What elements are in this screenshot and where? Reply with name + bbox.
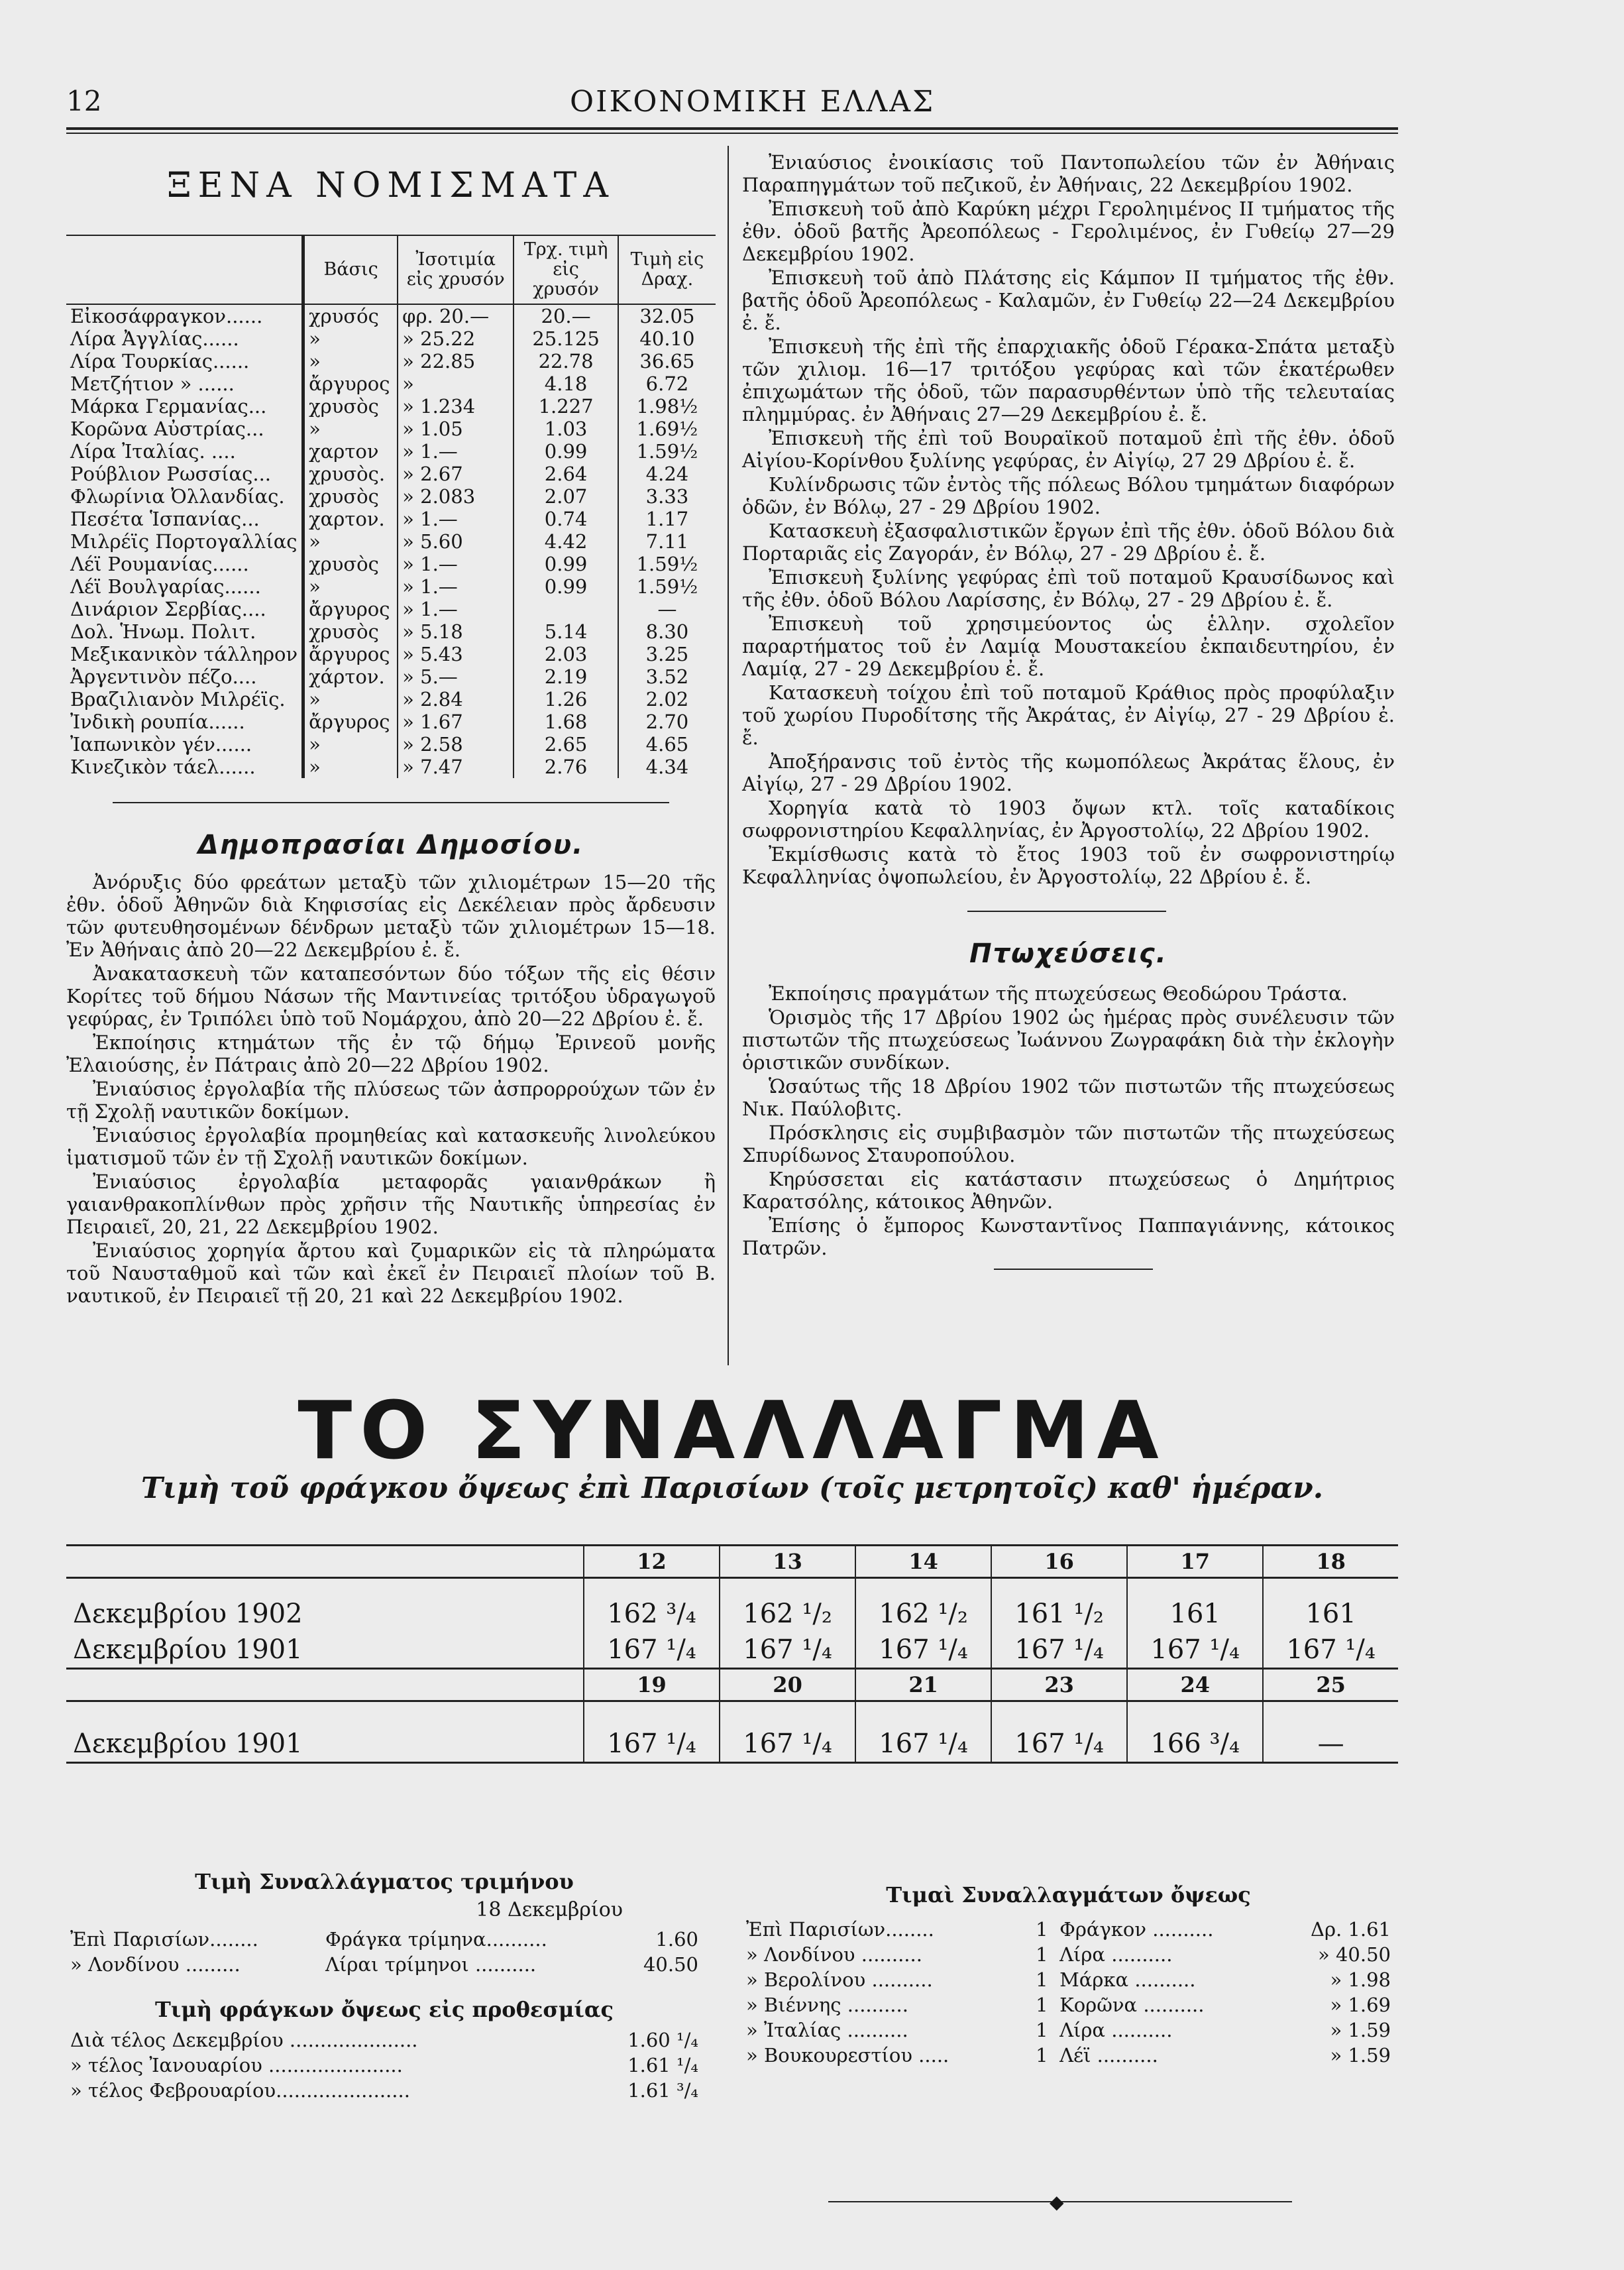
coin-name: Δινάριον Σερβίας.... [66,598,303,620]
coin-gold-price: 2.03 [514,643,618,665]
coin-parity: » 2.083 [398,485,514,508]
coin-row [66,620,716,643]
coin-base: χρυσός [303,304,398,327]
coin-parity: » 1.— [398,508,514,530]
coin-row [66,350,716,372]
coin-drachma: 4.65 [645,733,689,756]
coin-row [66,304,716,327]
bankruptcies-end-rule [994,1269,1153,1270]
exchange-cell: 167 ¹/₄ [855,1632,991,1669]
coin-base: χάρτον. [303,665,398,688]
exchange-row-label: Δεκεμβρίου 1902 [73,1599,303,1629]
sight-place: Ἐπὶ Παρισίων........ [746,1918,934,1941]
sight-value: » 1.69 [1330,1994,1391,2016]
exchange-corner-bottom [66,1669,584,1701]
sight-place: » Βερολίνου .......... [746,1968,933,1991]
exchange-cell: 161 [1263,1578,1398,1632]
coin-parity: » 5.43 [398,643,514,665]
sight-qty: 1 [1036,2044,1048,2067]
coin-drachma: — [657,598,677,620]
coin-row [66,508,716,530]
sight-place: » Ἰταλίας .......... [746,2019,908,2041]
coin-drachma: 40.10 [639,327,695,350]
header-rule-thin [66,133,1398,134]
coin-gold-price: 0.99 [514,575,618,598]
sight-value: » 1.98 [1330,1968,1391,1991]
coin-row [66,418,716,440]
coin-base: χαρτον [303,440,398,463]
coins-header-gold-price: Τρχ. τιμὴ εἰς χρυσόν [514,235,618,304]
coin-drachma: 4.34 [645,756,689,778]
exchange-day-25: 25 [1263,1669,1398,1701]
auctions-right-text [742,151,1395,888]
sight-row [742,2017,1395,2043]
sight-place: » Λονδίνου .......... [746,1943,922,1966]
coin-drachma: 1.17 [645,508,689,530]
sight-row [742,1992,1395,2017]
left-column [66,166,716,1308]
coin-gold-price: 2.76 [514,756,618,778]
three-month-date: 18 Δεκεμβρίου [476,1898,623,1921]
auction-item: Ἀνόρυξις δύο φρεάτων μεταξὺ τῶν χιλιομέτρων 15—20 τῆς ἐθν. ὁδοῦ Ἀθηνῶν διὰ Κηφισσίας εἰς Δεκέλειαν πρὸς ἄρδευσιν τῶν φυτευθησομένων δένδρων μεταξὺ τῶν χιλιομέτρων 15—18. Ἐν Ἀθήναις ἀπὸ 20—22 Δεκεμβρίου ἐ. ἔ. [66,871,716,961]
coin-name: Φλωρίνια Ὀλλανδίας. [66,485,303,508]
coin-parity: » 1.— [398,553,514,575]
coin-parity: » 2.67 [398,463,514,485]
right-column [742,151,1395,1270]
coin-parity: » 1.05 [398,418,514,440]
coin-row [66,440,716,463]
coin-gold-price: 1.68 [514,710,618,733]
coin-parity: » 2.84 [398,688,514,710]
coin-row [66,575,716,598]
auction-item: Ἐπισκευὴ τοῦ χρησιμεύοντος ὡς ἑλλην. σχολεῖον παραρτήματος τοῦ ἐν Λαμίᾳ Μουστακείου ἐκπαιδευτηρίου, ἐν Λαμίᾳ, 27 - 29 Δεκεμβρίου ἐ. ἔ. [742,612,1395,680]
auction-item: Ἐπισκευὴ τοῦ ἀπὸ Πλάτσης εἰς Κάμπον II τμήματος τῆς ἐθν. βατῆς ὁδοῦ Ἀρεοπόλεως - Καλαμῶν, ἐν Γυθείῳ 22—24 Δεκεμβρίου ἐ. ἔ. [742,266,1395,334]
coin-row [66,485,716,508]
bankruptcies-heading: Πτωχεύσεις. [969,938,1167,969]
coin-name: Λίρα Ἰταλίας. .... [66,440,303,463]
coin-parity: » 1.67 [398,710,514,733]
three-month-unit: Λίραι τρίμηνοι .......... [325,1953,537,1976]
auction-item: Ἀποξήρανσις τοῦ ἐντὸς τῆς κωμοπόλεως Ἀκράτας ἕλους, ἐν Αἰγίῳ, 27 - 29 Δβρίου 1902. [742,750,1395,795]
coin-name: Κινεζικὸν τάελ...... [66,756,303,778]
coin-gold-price: 1.26 [514,688,618,710]
auction-item: Ἐκμίσθωσις κατὰ τὸ ἔτος 1903 τοῦ ἐν σωφρονιστηρίῳ Κεφαλληνίας ὀψοπωλείου, ἐν Ἀργοστολίῳ, 22 Δβρίου ἐ. ἔ. [742,843,1395,888]
coin-drachma: 4.24 [645,463,689,485]
coin-row [66,665,716,688]
three-month-unit: Φράγκα τρίμηνα.......... [325,1928,547,1951]
coin-name: Μάρκα Γερμανίας... [66,395,303,418]
exchange-subtitle: Τιμὴ τοῦ φράγκου ὄψεως ἐπὶ Παρισίων (τοῖς μετρητοῖς) καθ' ἡμέραν. [140,1471,1324,1505]
exchange-cell: — [1263,1701,1398,1763]
sight-unit: Λίρα .......... [1059,1943,1173,1966]
auction-item: Ἀνακατασκευὴ τῶν καταπεσόντων δύο τόξων τῆς εἰς θέσιν Κορίτες τοῦ δήμου Νάσων τῆς Μαντινείας τριτόξου ὑδραγωγοῦ γεφύρας, ἐν Τριπόλει ὑπὸ τοῦ Νομάρχου, ἀπὸ 20—22 Δβρίου ἐ. ἔ. [66,962,716,1030]
exchange-day-18: 18 [1263,1546,1398,1578]
coin-base: χαρτον. [303,508,398,530]
coin-name: Μιλρέϊς Πορτογαλλίας [66,530,303,553]
coin-base: χρυσὸς [303,553,398,575]
coin-parity: » 2.58 [398,733,514,756]
exchange-day-23: 23 [991,1669,1127,1701]
coin-row [66,710,716,733]
coin-gold-price: 2.65 [514,733,618,756]
exchange-cell: 167 ¹/₄ [584,1701,720,1763]
coin-name: Εἰκοσάφραγκον...... [66,304,303,327]
auction-item: Ἐνιαύσιος ἐργολαβία τῆς πλύσεως τῶν ἀσπρορρούχων τῶν ἐν τῇ Σχολῇ ναυτικῶν δοκίμων. [66,1078,716,1123]
coin-drachma: 1.59½ [636,575,698,598]
forward-label: Διὰ τέλος Δεκεμβρίου ..................... [70,2029,418,2051]
coin-base: » [303,418,398,440]
coin-drachma: 32.05 [639,305,695,327]
exchange-cell: 162 ¹/₂ [720,1578,855,1632]
bottom-right-block [742,1882,1395,2068]
coins-bottom-rule [113,802,669,803]
sight-row [742,2043,1395,2068]
coin-base: χρυσὸς [303,395,398,418]
auctions-end-rule [967,911,1166,912]
coin-base: ἄργυρος [303,710,398,733]
coin-name: Ἀργεντινὸν πέζο.... [66,665,303,688]
sight-qty: 1 [1036,1994,1048,2016]
coins-header-drachma: Τιμὴ εἰς Δραχ. [630,249,704,290]
auction-item: Ἐνιαύσιος ἐνοικίασις τοῦ Παντοπωλείου τῶν ἐν Ἀθήναις Παραπηγμάτων τοῦ πεζικοῦ, ἐν Ἀθήναις, 22 Δεκεμβρίου 1902. [742,151,1395,196]
coin-name: Κορῶνα Αὐστρίας... [66,418,303,440]
exchange-day-17: 17 [1127,1546,1263,1578]
coin-base: ἄργυρος [303,643,398,665]
coin-parity: » 22.85 [398,350,514,372]
coin-base: χρυσὸς. [303,463,398,485]
forward-value: 1.60 ¹/₄ [627,2029,698,2051]
coin-name: Λέϊ Βουλγαρίας...... [66,575,303,598]
auction-item: Ἐνιαύσιος χορηγία ἄρτου καὶ ζυμαρικῶν εἰς τὰ πληρώματα τοῦ Ναυσταθμοῦ καὶ τῶν καὶ ἐκεῖ ἐν Πειραιεῖ πλοίων τοῦ Β. ναυτικοῦ, ἐν Πειραιεῖ τῇ 20, 21 καὶ 22 Δεκεμβρίου 1902. [66,1239,716,1307]
coin-gold-price: 20.— [514,304,618,327]
exchange-day-12: 12 [584,1546,720,1578]
three-month-place: Ἐπὶ Παρισίων........ [70,1928,258,1951]
forward-label: » τέλος Φεβρουαρίου...................... [70,2079,410,2102]
forward-label: » τέλος Ἰανουαρίου ...................... [70,2054,403,2076]
coins-header-base: Βάσις [303,235,398,304]
sight-unit: Λίρα .......... [1059,2019,1173,2041]
coin-base: ἄργυρος [303,372,398,395]
sight-unit: Κορῶνα .......... [1059,1994,1205,2016]
auction-item: Κυλίνδρωσις τῶν ἐντὸς τῆς πόλεως Βόλου τμημάτων διαφόρων ὁδῶν, ἐν Βόλῳ, 27 - 29 Δβρίου 1902. [742,473,1395,518]
exchange-cell: 161 [1127,1578,1263,1632]
coin-parity: » 7.47 [398,756,514,778]
coin-name: Ἰαπωνικὸν γέν...... [66,733,303,756]
exchange-cell: 162 ³/₄ [584,1578,720,1632]
coin-gold-price: 2.19 [514,665,618,688]
exchange-cell: 167 ¹/₄ [720,1632,855,1669]
auction-item: Κατασκευὴ τοίχου ἐπὶ τοῦ ποταμοῦ Κράθιος πρὸς προφύλαξιν τοῦ χωρίου Πυροδίτσης τῆς Ἀκράτας, ἐν Αἰγίῳ, 27 - 29 Δβρίου ἐ. ἔ. [742,681,1395,749]
exchange-day-14: 14 [855,1546,991,1578]
coin-drachma: 1.59½ [636,553,698,575]
exchange-cell: 167 ¹/₄ [720,1701,855,1763]
coin-drachma: 2.02 [645,688,689,710]
coin-name: Βραζιλιανὸν Μιλρέϊς. [66,688,303,710]
coin-name: Πεσέτα Ἱσπανίας... [66,508,303,530]
sight-row [742,1917,1395,1942]
forward-value: 1.61 ³/₄ [627,2079,698,2102]
bankruptcy-item: Πρόσκλησις εἰς συμβιβασμὸν τῶν πιστωτῶν τῆς πτωχεύσεως Σπυρίδωνος Σταυροπούλου. [742,1121,1395,1166]
foreign-coins-table [66,235,716,778]
exchange-day-19: 19 [584,1669,720,1701]
coin-name: Δολ. Ἡνωμ. Πολιτ. [66,620,303,643]
sight-row [742,1942,1395,1967]
auction-item: Ἐπισκευὴ ξυλίνης γεφύρας ἐπὶ τοῦ ποταμοῦ Κραυσίδωνος καὶ τῆς ἐθν. ὁδοῦ Βόλου Λαρίσσης, ἐν Βόλῳ, 27 - 29 Δβρίου ἐ. ἔ. [742,566,1395,611]
sight-qty: 1 [1036,1943,1048,1966]
coin-row [66,643,716,665]
coin-parity: » 25.22 [398,327,514,350]
three-month-heading: Τιμὴ Συναλλάγματος τριμήνου [195,1869,574,1894]
coin-row [66,756,716,778]
sight-row [742,1967,1395,1992]
auction-item: Ἐπισκευὴ τῆς ἐπὶ τοῦ Βουραϊκοῦ ποταμοῦ ἐπὶ τῆς ἐθν. ὁδοῦ Αἰγίου-Κορίνθου ξυλίνης γεφύρας, ἐν Αἰγίῳ, 27 29 Δβρίου ἐ. ἔ. [742,427,1395,472]
coin-row [66,733,716,756]
coin-gold-price: 2.64 [514,463,618,485]
coin-gold-price: 4.42 [514,530,618,553]
bankruptcy-item: Ὡσαύτως τῆς 18 Δβρίου 1902 τῶν πιστωτῶν τῆς πτωχεύσεως Νικ. Παύλοβιτς. [742,1075,1395,1120]
coins-header-name [66,235,303,304]
coin-name: Λίρα Ἀγγλίας...... [66,327,303,350]
coin-name: Λίρα Τουρκίας...... [66,350,303,372]
forward-row [66,2078,702,2103]
sight-qty: 1 [1036,2019,1048,2041]
exchange-cell: 167 ¹/₄ [584,1632,720,1669]
auction-item: Ἐπισκευὴ τῆς ἐπὶ τῆς ἐπαρχιακῆς ὁδοῦ Γέρακα-Σπάτα μεταξὺ τῶν χιλιομ. 16—17 τριτόξου γεφύρας καὶ τῶν ἑκατέρωθεν ἐπιχωμάτων τῆς ὁδοῦ, τῶν παρασυρθέντων ὑπὸ τῆς τελευταίας πλημμύρας. ἐν Ἀθήναις 27—29 Δεκεμβρίου ἐ. ἔ. [742,335,1395,426]
sight-unit: Φράγκον .......... [1059,1918,1214,1941]
exchange-row-label: Δεκεμβρίου 1901 [73,1634,303,1665]
auction-item: Ἐνιαύσιος ἐργολαβία μεταφορᾶς γαιανθράκων ἢ γαιανθρακοπλίνθων πρὸς χρῆσιν τῆς Ναυτικῆς ὑπηρεσίας ἐν Πειραιεῖ, 20, 21, 22 Δεκεμβρίου 1902. [66,1170,716,1238]
coin-gold-price: 0.99 [514,440,618,463]
exchange-day-13: 13 [720,1546,855,1578]
coin-parity: φρ. 20.— [398,304,514,327]
coin-gold-price: 5.14 [514,620,618,643]
coins-header-parity: Ἰσοτιμία εἰς χρυσόν [398,235,514,304]
exchange-cell: 167 ¹/₄ [991,1701,1127,1763]
coin-drachma: 6.72 [645,372,689,395]
coin-gold-price: 4.18 [514,372,618,395]
coin-name: Ρούβλιον Ρωσσίας... [66,463,303,485]
bottom-left-block [66,1869,702,2103]
coin-gold-price: 0.74 [514,508,618,530]
exchange-row-label: Δεκεμβρίου 1901 [73,1729,303,1759]
exchange-cell: 161 ¹/₂ [991,1578,1127,1632]
coin-row [66,327,716,350]
coin-drachma: 1.69½ [636,418,698,440]
three-month-value: 40.50 [643,1953,698,1976]
coin-base: χρυσὸς [303,620,398,643]
coin-base: » [303,688,398,710]
exchange-table [66,1544,1398,1764]
coin-drachma: 1.98½ [636,395,698,418]
coin-base: » [303,350,398,372]
exchange-cell: 166 ³/₄ [1127,1701,1263,1763]
sight-unit: Λέϊ .......... [1059,2044,1158,2067]
coin-parity: » 1.— [398,440,514,463]
coin-base: » [303,530,398,553]
coin-base: ἄργυρος [303,598,398,620]
coin-row [66,553,716,575]
coin-parity: » 1.234 [398,395,514,418]
exchange-cell: 162 ¹/₂ [855,1578,991,1632]
three-month-row [66,1952,702,1977]
coin-parity: » 1.— [398,575,514,598]
coin-drachma: 7.11 [645,530,689,553]
coin-gold-price [514,598,618,620]
coin-parity: » 5.— [398,665,514,688]
forward-row [66,2027,702,2053]
exchange-cell: 167 ¹/₄ [1127,1632,1263,1669]
coin-parity: » [398,372,514,395]
exchange-title: ΤΟ ΣΥΝΑΛΛΑΓΜΑ [298,1385,1167,1477]
sight-value: » 1.59 [1330,2044,1391,2067]
forward-row [66,2053,702,2078]
exchange-day-21: 21 [855,1669,991,1701]
bankruptcy-item: Ἐκποίησις πραγμάτων τῆς πτωχεύσεως Θεοδώρου Τράστα. [769,982,1348,1005]
auctions-left-text [66,871,716,1307]
sight-place: » Βουκουρεστίου ..... [746,2044,949,2067]
exchange-day-24: 24 [1127,1669,1263,1701]
coin-drachma: 36.65 [639,350,695,372]
column-divider [728,146,729,1365]
auction-item: Ἐνιαύσιος ἐργολαβία προμηθείας καὶ κατασκευῆς λινολεύκου ἱματισμοῦ τῶν ἐν τῇ Σχολῇ ναυτικῶν δοκίμων. [66,1124,716,1169]
journal-title: ΟΙΚΟΝΟΜΙΚΗ ΕΛΛΑΣ [570,85,936,119]
coin-parity: » 5.18 [398,620,514,643]
three-month-row [66,1927,702,1952]
coin-gold-price: 22.78 [514,350,618,372]
coin-gold-price: 25.125 [514,327,618,350]
coin-row [66,688,716,710]
coin-row [66,463,716,485]
exchange-cell: 167 ¹/₄ [1263,1632,1398,1669]
coin-name: Μεξικανικὸν τάλληρον [66,643,303,665]
forward-value: 1.61 ¹/₄ [627,2054,698,2076]
ornament-diamond-icon: ◆ [1050,2191,1064,2213]
coin-drachma: 1.59½ [636,440,698,463]
auction-item: Ἐπισκευὴ τοῦ ἀπὸ Καρύκη μέχρι Γεροληιμένος II τμήματος τῆς ἐθν. ὁδοῦ βατῆς Ἀρεοπόλεως - Γερολιμένος, ἐν Γυθείῳ 27—29 Δεκεμβρίου 1902. [742,198,1395,265]
coin-drachma: 3.25 [645,643,689,665]
coin-base: » [303,327,398,350]
bankruptcies-text [742,982,1395,1259]
exchange-cell: 167 ¹/₄ [855,1701,991,1763]
coin-base: » [303,733,398,756]
coin-row [66,395,716,418]
three-month-value: 1.60 [655,1928,698,1951]
forward-table [66,2027,702,2103]
sight-place: » Βιέννης .......... [746,1994,908,2016]
coin-base: χρυσὸς [303,485,398,508]
coin-name: Ἰνδικὴ ρουπία...... [66,710,303,733]
bankruptcy-item: Κηρύσσεται εἰς κατάστασιν πτωχεύσεως ὁ Δημήτριος Καρατσόλης, κάτοικος Ἀθηνῶν. [742,1168,1395,1213]
coin-gold-price: 2.07 [514,485,618,508]
coin-gold-price: 0.99 [514,553,618,575]
sight-qty: 1 [1036,1918,1048,1941]
three-month-table [66,1927,702,1977]
bankruptcy-item: Ἐπίσης ὁ ἔμπορος Κωνσταντῖνος Παππαγιάννης, κάτοικος Πατρῶν. [742,1214,1395,1259]
coin-drachma: 8.30 [645,620,689,643]
sight-value: » 40.50 [1318,1943,1391,1966]
bankruptcy-item: Ὁρισμὸς τῆς 17 Δβρίου 1902 ὡς ἡμέρας πρὸς συνέλευσιν τῶν πιστωτῶν τῆς πτωχεύσεως Ἰωάννου Ζωγραφάκη διὰ τὴν ἐκλογὴν ὁριστικῶν συνδίκων. [742,1006,1395,1074]
coin-drachma: 2.70 [645,710,689,733]
coin-row [66,372,716,395]
foreign-coins-title: ΞΕΝΑ ΝΟΜΙΣΜΑΤΑ [167,166,615,205]
sight-unit: Μάρκα .......... [1059,1968,1196,1991]
exchange-day-20: 20 [720,1669,855,1701]
coin-base: » [303,756,398,778]
coins-table-body [66,304,716,778]
auctions-heading: Δημοπρασίαι Δημοσίου. [197,830,584,860]
header-rule [66,127,1398,130]
three-month-place: » Λονδίνου ......... [70,1953,241,1976]
exchange-cell: 167 ¹/₄ [991,1632,1127,1669]
coin-gold-price: 1.227 [514,395,618,418]
sight-rates-table [742,1917,1395,2068]
auction-item: Χορηγία κατὰ τὸ 1903 ὄψων κτλ. τοῖς καταδίκοις σωφρονιστηρίου Κεφαλληνίας, ἐν Ἀργοστολίῳ, 22 Δβρίου 1902. [742,797,1395,842]
coin-row [66,598,716,620]
forward-heading: Τιμὴ φράγκων ὄψεως εἰς προθεσμίας [155,1997,614,2022]
sight-value: » 1.59 [1330,2019,1391,2041]
sight-value: Δρ. 1.61 [1311,1918,1391,1941]
coin-drachma: 3.33 [645,485,689,508]
coin-base: » [303,575,398,598]
coin-gold-price: 1.03 [514,418,618,440]
coin-name: Μετζήτιον » ...... [66,372,303,395]
coin-parity: » 5.60 [398,530,514,553]
page-number: 12 [66,85,102,117]
sight-qty: 1 [1036,1968,1048,1991]
coin-drachma: 3.52 [645,665,689,688]
auction-item: Ἐκποίησις κτημάτων τῆς ἐν τῷ δήμῳ Ἐρινεοῦ μονῆς Ἐλαιούσης, ἐν Πάτραις ἀπὸ 20—22 Δβρίου 1902. [66,1031,716,1076]
coin-row [66,530,716,553]
sight-rates-heading: Τιμαὶ Συναλλαγμάτων ὄψεως [886,1882,1251,1907]
exchange-corner [66,1546,584,1578]
auction-item: Κατασκευὴ ἐξασφαλιστικῶν ἔργων ἐπὶ τῆς ἐθν. ὁδοῦ Βόλου διὰ Πορταριᾶς εἰς Ζαγοράν, ἐν Βόλῳ, 27 - 29 Δβρίου ἐ. ἔ. [742,520,1395,565]
exchange-day-16: 16 [991,1546,1127,1578]
coin-parity: » 1.— [398,598,514,620]
coin-name: Λέϊ Ρουμανίας...... [66,553,303,575]
